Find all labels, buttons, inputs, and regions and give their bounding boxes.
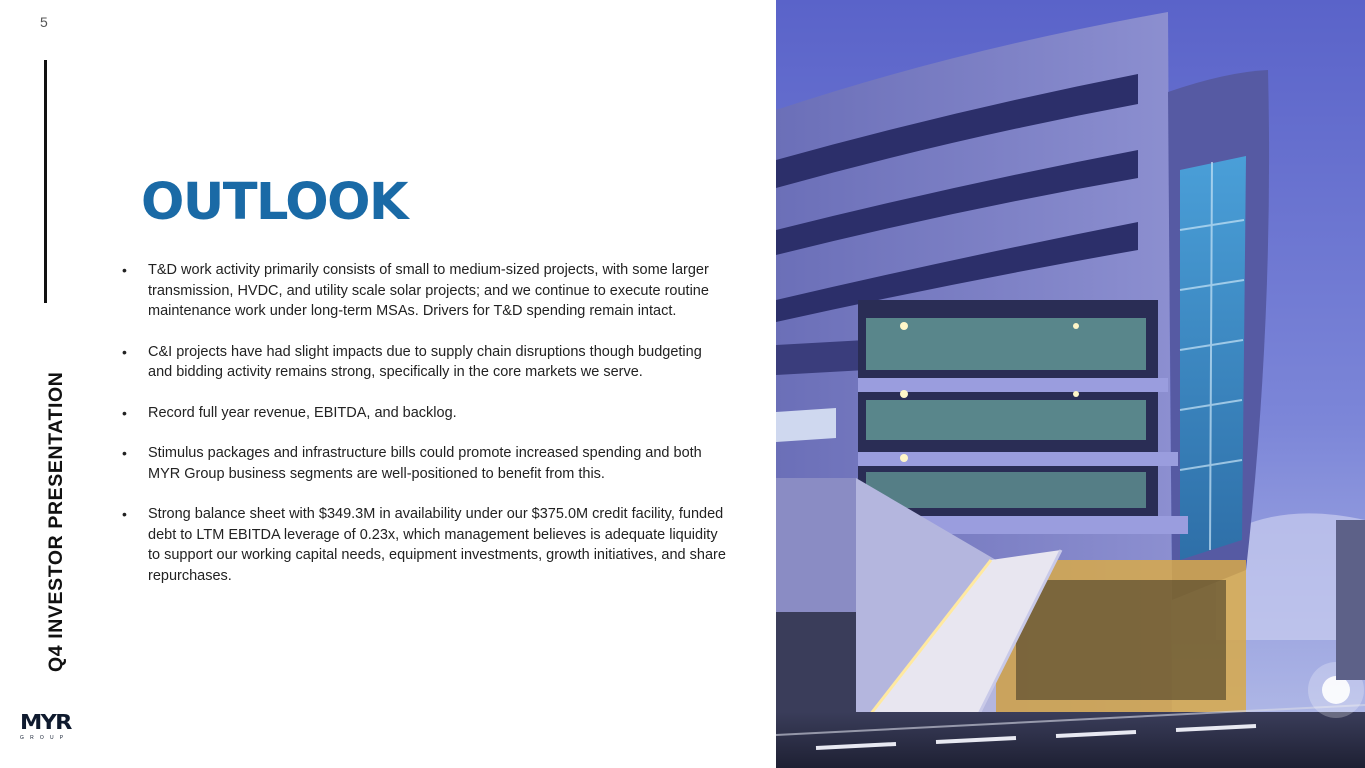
logo-subtitle: GROUP [20, 735, 70, 741]
bullet-item [118, 342, 728, 383]
bullet-text: C&I projects have had slight impacts due to supply chain disruptions though budgeting and bidding activity remains strong, specifically in the core markets we serve. [148, 343, 702, 380]
bullet-text: Stimulus packages and infrastructure bills could promote increased spending and both MYR Group business segments are well-positioned to benefit from this. [148, 445, 702, 482]
bullet-dot-icon: • [122, 506, 127, 522]
bullet-item [118, 403, 728, 424]
page-number: 5 [40, 14, 48, 30]
side-title: Q4 INVESTOR PRESENTATION [45, 371, 67, 672]
bullet-text: T&D work activity primarily consists of small to medium-sized projects, with some larger transmission, HVDC, and utility scale solar projects; and we continue to execute routine maintenance work under long-term MSAs. Drivers for T&D spending remain intact. [148, 262, 709, 319]
side-divider-rule [44, 60, 47, 303]
outlook-bullet-list [118, 260, 728, 606]
myr-group-logo [20, 712, 82, 744]
bullet-dot-icon: • [122, 343, 127, 360]
bullet-text: Record full year revenue, EBITDA, and backlog. [148, 404, 457, 421]
bullet-dot-icon: • [122, 262, 127, 278]
bullet-item [118, 260, 728, 322]
bullet-item [118, 504, 728, 586]
page-title: OUTLOOK [141, 173, 407, 232]
logo-mark: MYR [20, 710, 71, 734]
bullet-dot-icon: • [122, 404, 127, 421]
bullet-dot-icon: • [122, 445, 127, 461]
bullet-text: Strong balance sheet with $349.3M in availability under our $375.0M credit facility, funded debt to LTM EBITDA leverage of 0.23x, which management believes is adequate liquidity to support our working capital needs, equipment investments, growth initiatives, and share repurchases. [148, 506, 726, 584]
bullet-item [118, 443, 728, 484]
building-illustration [776, 0, 1365, 768]
office-building-photo [776, 0, 1365, 768]
